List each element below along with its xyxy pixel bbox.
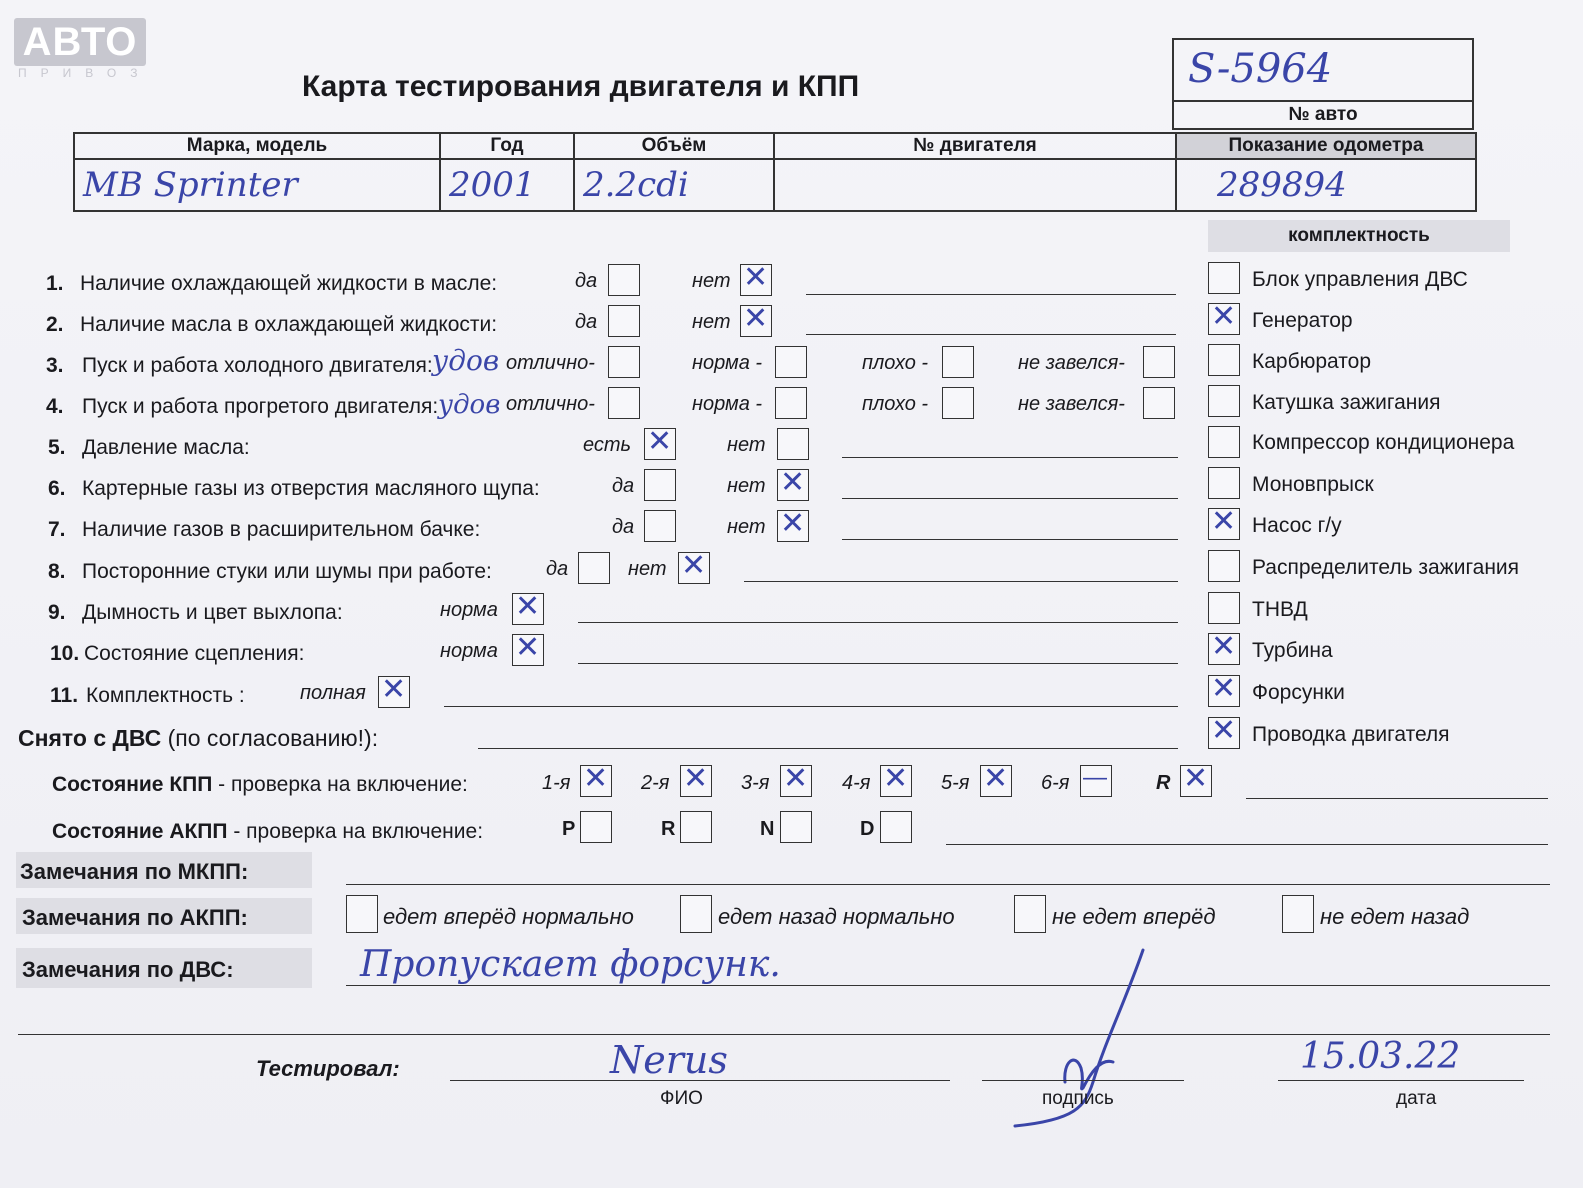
question-5-no-checkbox[interactable] [777,428,809,460]
kit-checkbox-3[interactable] [1208,385,1240,417]
question-4-number: 4. [46,395,64,418]
kit-checkbox-5[interactable] [1208,467,1240,499]
question-9-line [578,622,1178,623]
value-year[interactable]: 2001 [440,159,574,211]
question-1-yes-label: да [575,270,598,292]
notes-dvs-label: Замечания по ДВС: [22,957,234,982]
kit-checkbox-7[interactable] [1208,550,1240,582]
question-1-text: Наличие охлаждающей жидкости в масле: [80,272,498,295]
kit-checkbox-2[interactable] [1208,344,1240,376]
question-4-text: Пуск и работа прогретого двигателя: [82,395,439,418]
question-8-no-checkbox[interactable] [678,552,710,584]
question-11-full-label: полная [300,682,366,704]
value-engine-number[interactable] [774,159,1176,211]
kit-checkbox-11[interactable] [1208,717,1240,749]
akpp-mode-p-label: P [562,818,576,840]
removed-label-paren: (по согласованию!): [167,725,379,751]
kit-checkbox-6[interactable] [1208,508,1240,540]
notes-dvs-line [346,985,1550,986]
question-3-normal-checkbox[interactable] [775,346,807,378]
kit-label-11: Проводка двигателя [1252,723,1450,746]
question-2-yes-checkbox[interactable] [608,305,640,337]
signoff-name-line [450,1080,950,1081]
question-11-number: 11. [50,684,79,707]
notes-akpp-no-forward-label: не едет вперёд [1052,904,1216,929]
kit-label-8: ТНВД [1252,598,1308,621]
question-1-yes-checkbox[interactable] [608,264,640,296]
kit-checkbox-4[interactable] [1208,426,1240,458]
car-number-value: S-5964 [1188,46,1333,92]
question-10-normal-checkbox[interactable] [512,634,544,666]
kpp-gear-2-checkbox[interactable] [680,765,712,797]
question-1-no-checkbox[interactable] [740,264,772,296]
question-5-no-label: нет [727,434,766,456]
akpp-label-rest: - проверка на включение: [227,820,484,843]
kit-checkbox-1[interactable] [1208,303,1240,335]
question-4-excellent-label: отлично- [506,393,595,415]
question-7-no-checkbox[interactable] [777,510,809,542]
question-10-line [578,663,1178,664]
question-6-yes-label: да [612,475,635,497]
removed-line [478,748,1178,749]
question-5-text: Давление масла: [82,436,250,459]
question-7-yes-label: да [612,516,635,538]
kit-label-10: Форсунки [1252,681,1345,704]
kpp-gear-3-label: 3-я [741,772,770,794]
question-4-note: удов [438,390,501,420]
kit-checkbox-0[interactable] [1208,262,1240,294]
question-4-normal-checkbox[interactable] [775,387,807,419]
notes-akpp-forward-ok-checkbox[interactable] [346,895,378,933]
kpp-label-main: Состояние КПП [52,773,213,796]
notes-akpp-label: Замечания по АКПП: [22,905,248,930]
kpp-gear-r-label: R [1156,772,1171,794]
brand-logo-subtitle: ПРИВОЗ [18,66,152,80]
car-number-divider [1174,100,1472,102]
kit-label-0: Блок управления ДВС [1252,268,1468,291]
question-3-no-start-label: не завелся- [1018,352,1125,374]
kpp-gear-2-label: 2-я [641,772,670,794]
kpp-gear-5-label: 5-я [941,772,970,794]
notes-akpp-forward-ok-label: едет вперёд нормально [383,904,634,929]
akpp-mode-r-checkbox[interactable] [680,811,712,843]
header-odometer: Показание одометра [1176,133,1476,159]
signoff-date-caption: дата [1396,1088,1437,1109]
kit-label-6: Насос г/у [1252,514,1342,537]
question-9-normal-label: норма [440,599,498,621]
question-3-normal-label: норма - [692,352,763,374]
question-11-line [444,706,1178,707]
question-9-normal-checkbox[interactable] [512,593,544,625]
kit-label-5: Моновпрыск [1252,473,1374,496]
kit-label-1: Генератор [1252,309,1353,332]
kpp-gear-1-label: 1-я [542,772,571,794]
question-7-line [842,539,1178,540]
brand-logo: АВТО [14,18,146,66]
question-6-text: Картерные газы из отверстия масляного щупа: [82,477,540,500]
removed-label-main: Снято с ДВС [18,725,162,751]
kpp-gear-4-checkbox[interactable] [880,765,912,797]
value-make-model[interactable]: MB Sprinter [74,159,440,211]
question-2-yes-label: да [575,311,598,333]
question-11-full-checkbox[interactable] [378,676,410,708]
kpp-gear-1-checkbox[interactable] [580,765,612,797]
question-1-line [806,294,1176,295]
akpp-mode-d-checkbox[interactable] [880,811,912,843]
question-4-no-start-checkbox[interactable] [1143,387,1175,419]
question-8-yes-label: да [546,558,569,580]
question-1-number: 1. [46,272,64,295]
signoff-name-caption: ФИО [660,1088,703,1109]
question-6-no-label: нет [727,475,766,497]
kpp-line [1246,798,1548,799]
kit-label-9: Турбина [1252,639,1333,662]
question-8-line [744,581,1178,582]
question-8-yes-checkbox[interactable] [578,552,610,584]
notes-akpp-back-ok-label: едет назад нормально [718,904,955,929]
question-3-bad-label: плохо - [862,352,929,374]
akpp-mode-n-label: N [760,818,775,840]
question-2-no-checkbox[interactable] [740,305,772,337]
notes-akpp-no-back-checkbox[interactable] [1282,895,1314,933]
kit-label-2: Карбюратор [1252,350,1372,373]
kpp-gear-3-checkbox[interactable] [780,765,812,797]
question-5-yes-label: есть [583,434,632,456]
kit-label-7: Распределитель зажигания [1252,556,1520,579]
kpp-label [52,773,468,797]
question-6-no-checkbox[interactable] [777,469,809,501]
question-5-yes-checkbox[interactable] [644,428,676,460]
removed-label [18,725,378,752]
header-volume: Объём [574,133,774,159]
question-3-no-start-checkbox[interactable] [1143,346,1175,378]
vehicle-info-table [73,132,1477,212]
question-4-bad-label: плохо - [862,393,929,415]
kpp-gear-5-checkbox[interactable] [980,765,1012,797]
question-6-line [842,498,1178,499]
kpp-gear-4-label: 4-я [842,772,871,794]
notes-dvs-line-2 [18,1034,1550,1035]
kpp-gear-6-label: 6-я [1041,772,1070,794]
question-10-number: 10. [50,642,80,665]
question-2-no-label: нет [692,311,731,333]
notes-akpp-no-forward-checkbox[interactable] [1014,895,1046,933]
notes-akpp-no-back-label: не едет назад [1320,904,1470,929]
question-2-line [806,334,1176,335]
signoff-date-line [1278,1080,1524,1081]
question-7-yes-checkbox[interactable] [644,510,676,542]
question-2-number: 2. [46,313,64,336]
question-4-excellent-checkbox[interactable] [608,387,640,419]
header-make-model: Марка, модель [74,133,440,159]
question-6-number: 6. [48,477,66,500]
signoff-sign-line [982,1080,1184,1081]
car-number-box [1172,38,1474,130]
question-10-normal-label: норма [440,640,498,662]
question-11-text: Комплектность : [86,684,245,707]
question-3-bad-checkbox[interactable] [942,346,974,378]
question-6-yes-checkbox[interactable] [644,469,676,501]
akpp-line [946,844,1548,845]
question-7-number: 7. [48,518,66,541]
question-8-text: Посторонние стуки или шумы при работе: [82,560,492,583]
question-4-normal-label: норма - [692,393,763,415]
question-10-text: Состояние сцепления: [84,642,305,665]
header-engine-number: № двигателя [774,133,1176,159]
question-5-line [842,457,1178,458]
kpp-gear-r-checkbox[interactable] [1180,765,1212,797]
question-3-text: Пуск и работа холодного двигателя: [82,354,433,377]
akpp-mode-r-label: R [661,818,676,840]
kit-checkbox-8[interactable] [1208,592,1240,624]
kit-label-4: Компрессор кондиционера [1252,431,1515,454]
akpp-mode-p-checkbox[interactable] [580,811,612,843]
question-9-text: Дымность и цвет выхлопа: [82,601,343,624]
signoff-sign-caption: подпись [1042,1088,1114,1109]
question-8-number: 8. [48,560,66,583]
question-8-no-label: нет [628,558,667,580]
signoff-date[interactable]: 15.03.22 [1300,1036,1461,1077]
kit-label-3: Катушка зажигания [1252,391,1441,414]
question-4-no-start-label: не завелся- [1018,393,1125,415]
signoff-name[interactable]: Nerus [610,1038,728,1082]
kit-title: комплектность [1288,225,1430,246]
kit-checkbox-9[interactable] [1208,633,1240,665]
question-3-excellent-label: отлично- [506,352,595,374]
page-title: Карта тестирования двигателя и КПП [302,70,860,103]
question-2-text: Наличие масла в охлаждающей жидкости: [80,313,498,336]
header-year: Год [440,133,574,159]
question-3-excellent-checkbox[interactable] [608,346,640,378]
akpp-mode-d-label: D [860,818,875,840]
kpp-label-rest: - проверка на включение: [212,773,468,796]
akpp-label [52,820,483,844]
question-5-number: 5. [48,436,66,459]
kit-checkbox-10[interactable] [1208,675,1240,707]
kpp-gear-6-checkbox[interactable] [1080,765,1112,797]
akpp-mode-n-checkbox[interactable] [780,811,812,843]
value-odometer[interactable]: 289894 [1176,159,1476,211]
question-7-text: Наличие газов в расширительном бачке: [82,518,481,541]
car-number-label: № авто [1288,104,1358,125]
notes-mkpp-label: Замечания по МКПП: [20,859,249,884]
notes-dvs-value[interactable]: Пропускает форсунк. [360,944,781,985]
value-volume[interactable]: 2.2cdi [574,159,774,211]
question-1-no-label: нет [692,270,731,292]
question-9-number: 9. [48,601,66,624]
question-3-number: 3. [46,354,64,377]
question-3-note: удов [432,344,500,377]
akpp-label-main: Состояние АКПП [52,820,228,843]
question-7-no-label: нет [727,516,766,538]
notes-mkpp-line [346,884,1550,885]
signoff-label: Тестировал: [256,1056,400,1081]
question-4-bad-checkbox[interactable] [942,387,974,419]
notes-akpp-back-ok-checkbox[interactable] [680,895,712,933]
